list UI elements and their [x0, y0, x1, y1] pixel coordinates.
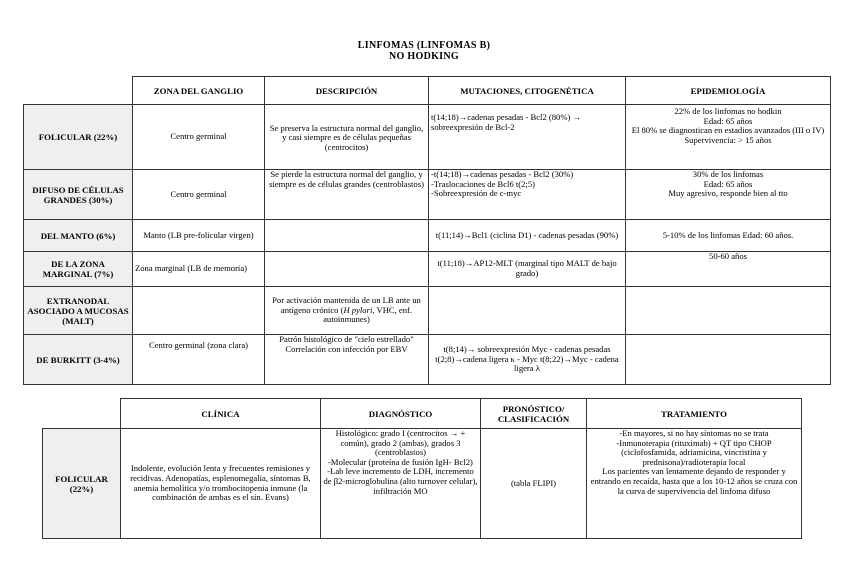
cell-descripcion: Se preserva la estructura normal del ganglio, y casi siempre es de células pequeñas (centrocitos) [265, 105, 429, 170]
cell-zona: Centro germinal [133, 105, 265, 170]
page-subtitle: NO HODKING [389, 51, 459, 62]
cell-descripcion [265, 220, 429, 252]
header-diagnostico: DIAGNÓSTICO [321, 399, 481, 429]
epi-line: Supervivencia: > 15 años [684, 134, 772, 145]
page-title: LINFOMAS (LINFOMAS B) [357, 40, 491, 51]
epi-line: Muy agresivo, responde bien al tto [668, 188, 788, 199]
row-label: DE BURKITT (3-4%) [24, 335, 133, 385]
cell-epidemiologia [626, 105, 831, 170]
epi-line: 22% de los linfomas no hodkin [674, 106, 782, 116]
cell-descripcion [265, 252, 429, 287]
folicular-detail-table [42, 398, 802, 539]
cell-zona: Zona marginal (LB de memoria) [133, 252, 265, 287]
table-row-malt [24, 287, 831, 335]
header-epidemiologia: EPIDEMIOLOGÍA [626, 77, 831, 105]
desc-italic: H pylori [343, 304, 373, 315]
epi-line: 30% de los linfomas [692, 169, 764, 179]
trat-line: -En mayores, si no hay síntomas no se trata [619, 428, 769, 438]
epi-line: Edad: 65 años [703, 178, 753, 189]
header-zona: ZONA DEL GANGLIO [133, 77, 265, 105]
header-descripcion: DESCRIPCIÓN [265, 77, 429, 105]
cell-diagnostico [321, 429, 481, 539]
cell-mutaciones: t(8;14)→ sobreexpresión Myc - cadenas pesadas t(2;8)→cadena ligera κ - Myc t(8;22)→Myc - cadena ligera λ [429, 335, 626, 385]
cell-descripcion: Se pierde la estructura normal del ganglio, y siempre es de células grandes (centroblastos) [265, 170, 429, 220]
desc-line: Patrón histológico de "cielo estrellado" [279, 334, 414, 344]
header-corner [43, 399, 121, 429]
cell-epidemiologia: 5-10% de los linfomas Edad: 60 años. [626, 220, 831, 252]
cell-descripcion [265, 287, 429, 335]
table-header-row [24, 77, 831, 105]
table-row-burkitt [24, 335, 831, 385]
cell-clinica: Indolente, evolución lenta y frecuentes remisiones y recidivas. Adenopatías, esplenomegalia, síntomas B, anemia hemolítica y/o trombocitopenia inmune (la combinación de ambas es el sín. Evans) [121, 429, 321, 539]
mut-line: -Traslocaciones de Bcl6 t(2;5) [431, 178, 535, 189]
table-row-difuso [24, 170, 831, 220]
header-mutaciones: MUTACIONES, CITOGENÉTICA [429, 77, 626, 105]
lymphoma-table [23, 76, 831, 385]
cell-zona: Centro germinal [133, 170, 265, 220]
epi-line: El 80% se diagnostican en estadios avanzados (III o IV) [631, 125, 825, 136]
cell-zona: Centro germinal (zona clara) [133, 335, 265, 385]
cell-mutaciones [429, 170, 626, 220]
row-label: DIFUSO DE CÉLULAS GRANDES (30%) [24, 170, 133, 220]
row-label: FOLICULAR (22%) [43, 429, 121, 539]
row-label: DE LA ZONA MARGINAL (7%) [24, 252, 133, 287]
cell-mutaciones: t(11;14)→Bcl1 (ciclina D1) - cadenas pesadas (90%) [429, 220, 626, 252]
table-row-folicular [24, 105, 831, 170]
trat-line: Los pacientes van lentamente dejando de responder y entrando en recaída, hasta que a los 10-12 años se cruza con la curva de supervivencia del linfoma difuso [590, 466, 798, 496]
diag-line: Histológico: grado I (centrocitos → + común), grado 2 (ambas), grados 3 (centroblastos) [335, 428, 466, 458]
cell-mutaciones: t(14;18)→cadenas pesadas - Bcl2 (80%) → sobreexpresión de Bcl-2 [429, 105, 626, 170]
header-pronostico: PRONÓSTICO/ CLASIFICACIÓN [481, 399, 587, 429]
cell-mutaciones [429, 287, 626, 335]
header-clinica: CLÍNICA [121, 399, 321, 429]
cell-descripcion [265, 335, 429, 385]
row-label: FOLICULAR (22%) [24, 105, 133, 170]
epi-line: Edad: 65 años [703, 115, 753, 126]
diag-line: -Molecular (proteína de fusión IgH- Bcl2) [328, 456, 473, 467]
mut-line: -t(14;18)→cadenas pesadas - Bcl2 (30%) [431, 169, 574, 179]
row-label: DEL MANTO (6%) [24, 220, 133, 252]
cell-zona: Manto (LB pre-folicular virgen) [133, 220, 265, 252]
cell-zona [133, 287, 265, 335]
cell-epidemiologia [626, 335, 831, 385]
trat-line: -Inmunoterapia (rituximab) + QT tipo CHOP (ciclofosfamida, adriamicina, vincristina y prednisona)/radioterapia local [616, 437, 772, 467]
table-row-marginal [24, 252, 831, 287]
desc-text: , VHC, enf. autoinmunes) [323, 304, 413, 325]
table-header-row [43, 399, 802, 429]
table-row-manto [24, 220, 831, 252]
cell-epidemiologia [626, 287, 831, 335]
desc-text: Por activación mantenida de un LB ante un antígeno crónico ( [272, 295, 421, 315]
diag-line: -Lab leve incremento de LDH, incremento de β2-microglobulina (alto turnover celular), infiltración MO [323, 466, 478, 496]
desc-line: Correlación con infección por EBV [285, 343, 408, 354]
mut-line: -Sobreexpresión de c-myc [431, 188, 522, 199]
header-tratamiento: TRATAMIENTO [587, 399, 802, 429]
table-row-folicular [43, 429, 802, 539]
cell-mutaciones: t(11;18)→AP12-MLT (marginal tipo MALT de bajo grado) [429, 252, 626, 287]
cell-pronostico: (tabla FLIPI) [481, 429, 587, 539]
row-label: EXTRANODAL ASOCIADO A MUCOSAS (MALT) [24, 287, 133, 335]
header-corner [24, 77, 133, 105]
cell-tratamiento [587, 429, 802, 539]
cell-epidemiologia: 50-60 años [626, 252, 831, 287]
cell-epidemiologia [626, 170, 831, 220]
